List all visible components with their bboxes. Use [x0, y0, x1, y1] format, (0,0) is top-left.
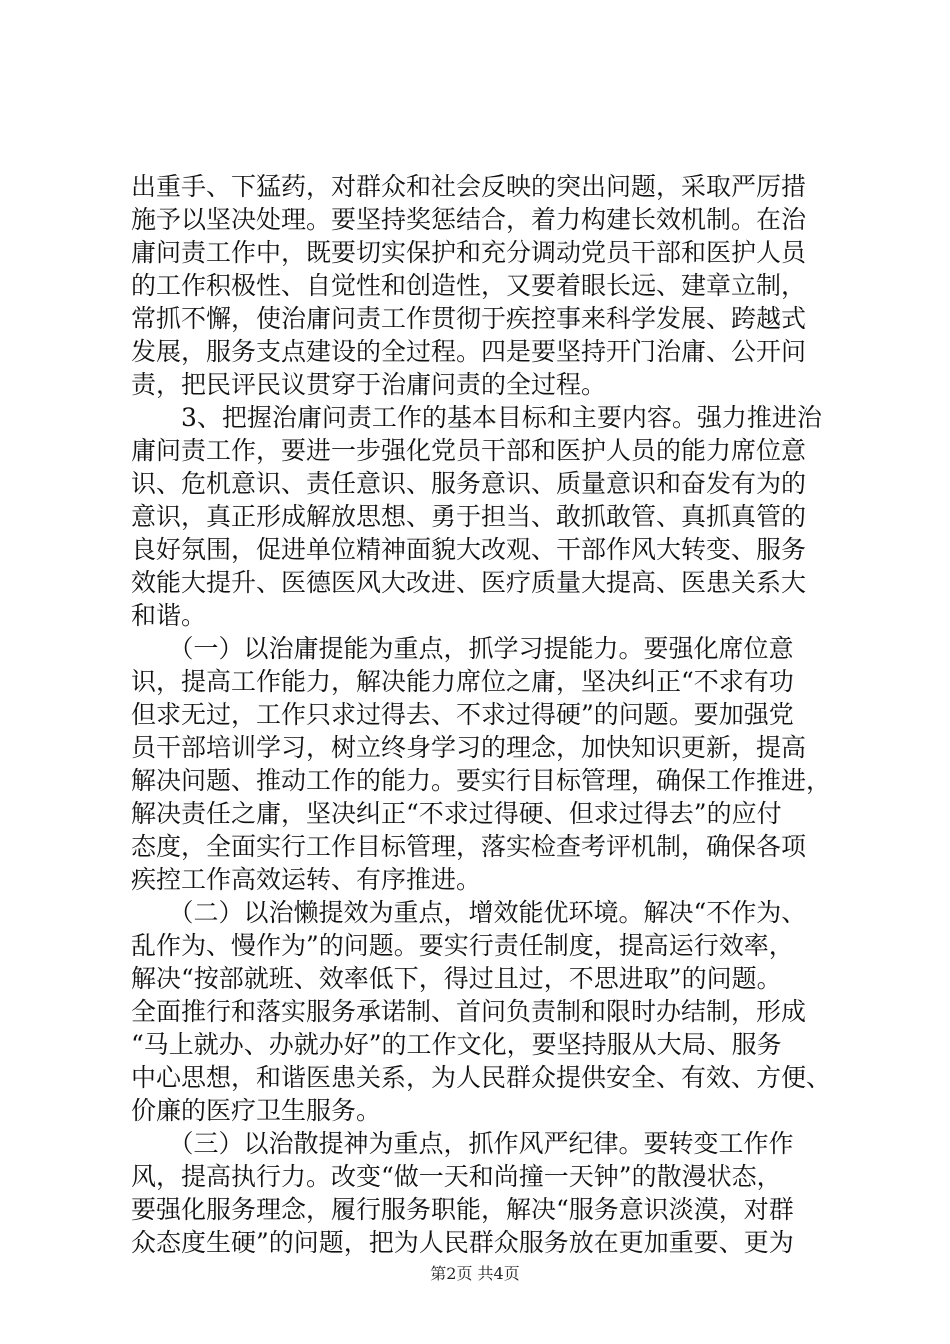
text-line: 出重手、下猛药，对群众和社会反映的突出问题，采取严厉措 — [131, 172, 807, 201]
text-line: 价廉的医疗卫生服务。 — [131, 1096, 382, 1125]
text-line: 意识，真正形成解放思想、勇于担当、敢抓敢管、真抓真管的 — [131, 502, 807, 531]
text-line: 态度，全面实行工作目标管理，落实检查考评机制，确保各项 — [131, 832, 807, 861]
text-line: 良好氛围，促进单位精神面貌大改观、干部作风大转变、服务 — [131, 535, 807, 564]
text-line: 风，提高执行力。改变“做一天和尚撞一天钟”的散漫状态， — [131, 1162, 782, 1191]
body-text — [131, 170, 831, 1259]
text-line: 常抓不懈，使治庸问责工作贯彻于疾控事来科学发展、跨越式 — [131, 304, 807, 333]
text-line: 施予以坚决处理。要坚持奖惩结合，着力构建长效机制。在治 — [131, 205, 807, 234]
text-line: 疾控工作高效运转、有序推进。 — [131, 865, 482, 894]
text-line: 责，把民评民议贯穿于治庸问责的全过程。 — [131, 370, 607, 399]
text-line: 众态度生硬”的问题，把为人民群众服务放在更加重要、更为 — [131, 1228, 794, 1257]
text-line: 和谐。 — [131, 601, 207, 630]
text-line: 庸问责工作，要进一步强化党员干部和医护人员的能力席位意 — [131, 436, 807, 465]
text-line: （二）以治懒提效为重点，增效能优环境。解决“不作为、 — [131, 898, 807, 927]
text-line: 全面推行和落实服务承诺制、首问负责制和限时办结制，形成 — [131, 997, 807, 1026]
text-line: 中心思想，和谐医患关系，为人民群众提供安全、有效、方便、 — [131, 1063, 832, 1092]
text-line: 识、危机意识、责任意识、服务意识、质量意识和奋发有为的 — [131, 469, 807, 498]
text-line: 员干部培训学习，树立终身学习的理念，加快知识更新，提高 — [131, 733, 807, 762]
text-line: 庸问责工作中，既要切实保护和充分调动党员干部和医护人员 — [131, 238, 807, 267]
text-line: （一）以治庸提能为重点，抓学习提能力。要强化席位意 — [131, 634, 794, 663]
text-line: 要强化服务理念，履行服务职能，解决“服务意识淡漠，对群 — [131, 1195, 794, 1224]
text-line: 3、把握治庸问责工作的基本目标和主要内容。强力推进治 — [131, 403, 822, 432]
text-line: 乱作为、慢作为”的问题。要实行责任制度，提高运行效率， — [131, 931, 794, 960]
text-line: 解决“按部就班、效率低下，得过且过，不思进取”的问题。 — [131, 964, 782, 993]
page-number: 第2页 共4页 — [430, 1264, 520, 1283]
text-line: （三）以治散提神为重点，抓作风严纪律。要转变工作作 — [131, 1129, 794, 1158]
text-line: 的工作积极性、自觉性和创造性，又要着眼长远、建章立制， — [131, 271, 807, 300]
text-line: 解决问题、推动工作的能力。要实行目标管理，确保工作推进， — [131, 766, 832, 795]
text-line: 效能大提升、医德医风大改进、医疗质量大提高、医患关系大 — [131, 568, 807, 597]
text-line: “马上就办、办就办好”的工作文化，要坚持服从大局、服务 — [131, 1030, 782, 1059]
text-line: 解决责任之庸，坚决纠正“不求过得硬、但求过得去”的应付 — [131, 799, 782, 828]
text-line: 识，提高工作能力，解决能力席位之庸，坚决纠正“不求有功 — [131, 667, 794, 696]
text-line: 发展，服务支点建设的全过程。四是要坚持开门治庸、公开问 — [131, 337, 807, 366]
text-line: 但求无过，工作只求过得去、不求过得硬”的问题。要加强党 — [131, 700, 794, 729]
